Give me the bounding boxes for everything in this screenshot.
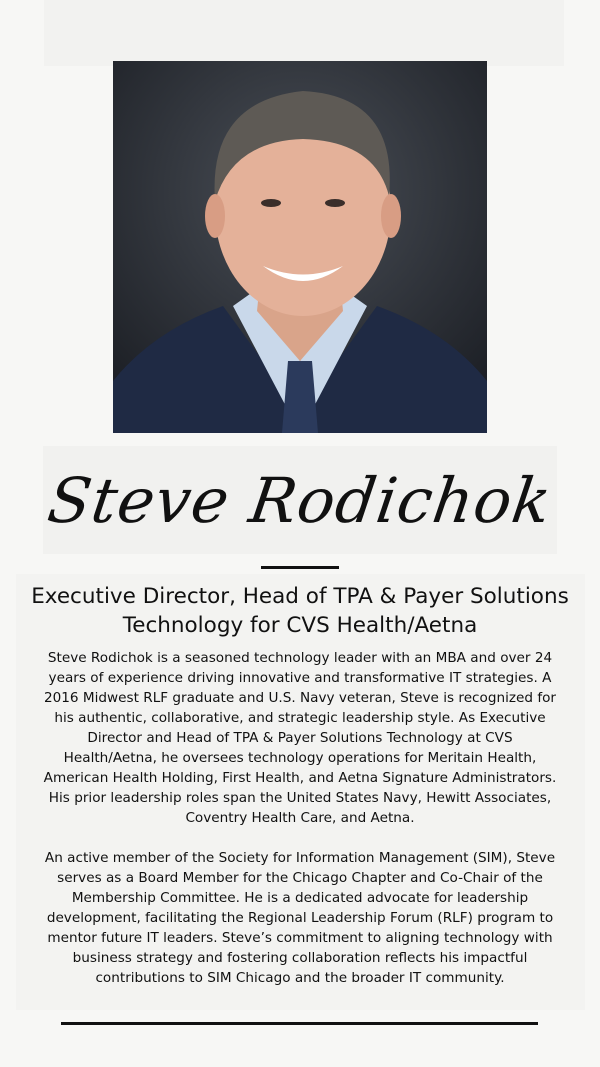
signature-name: Steve Rodichok <box>43 463 557 537</box>
bio-paragraph: An active member of the Society for Information Management (SIM), Steve serves as a Board Member for the Chicago Chapter and Co-Chair of the Membership Committee. He is a dedicated advocate for leadership development, facilitating the Regional Leadership Forum (RLF) program to mentor future IT leaders. Steve’s commitment to aligning technology with business strategy and fostering collaboration reflects his impactful contributions to SIM Chicago and the broader IT community. <box>44 850 556 986</box>
bio-paragraph: Steve Rodichok is a seasoned technology leader with an MBA and over 24 years of experience driving innovative and transformative IT strategies. A 2016 Midwest RLF graduate and U.S. Navy veteran, Steve is recognized for his authentic, collaborative, and strategic leadership style. As Executive Director and Head of TPA & Payer Solutions Technology at CVS Health/Aetna, he oversees technology operations for Meritain Health, American Health Holding, First Health, and Aetna Signature Administrators. His prior leadership roles span the United States Navy, Hewitt Associates, Coventry Health Care, and Aetna. <box>43 650 557 826</box>
job-title: Executive Director, Head of TPA & Payer Solutions Technology for CVS Health/Aetna <box>31 584 569 638</box>
top-background-panel <box>44 0 564 66</box>
bottom-divider <box>61 1022 538 1025</box>
profile-photo <box>113 61 487 433</box>
title-divider <box>261 566 339 569</box>
